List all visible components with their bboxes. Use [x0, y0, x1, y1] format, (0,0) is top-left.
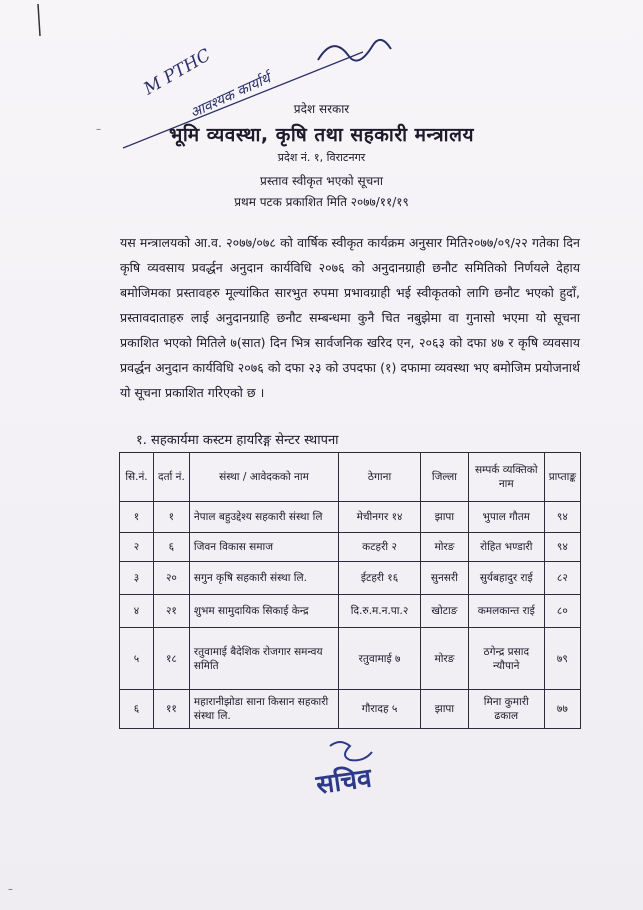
handwriting-line2: आवश्यक कार्यार्थ: [187, 70, 274, 122]
cell-address: गौरादह ५: [339, 690, 421, 729]
cell-reg-no: २०: [153, 562, 189, 595]
cell-serial: १: [120, 502, 154, 533]
cell-district: झापा: [420, 690, 468, 729]
notice-title: प्रस्ताव स्वीकृत भएको सूचना: [260, 174, 383, 188]
cell-name: जिवन विकास समाज: [189, 533, 338, 562]
cell-name: महारानीझोडा साना किसान सहकारी संस्था लि.: [189, 690, 338, 729]
cell-address: दि.रु.म.न.पा.२: [339, 595, 421, 628]
cell-name: सगुन कृषि सहकारी संस्था लि.: [189, 562, 338, 595]
first-published-date: प्रथम पटक प्रकाशित मिति २०७७/११/१९: [234, 195, 409, 209]
cell-score: ७७: [544, 690, 580, 729]
cell-address: ईटहरी १६: [339, 562, 421, 595]
cell-name: शुभम सामुदायिक सिकाई केन्द्र: [189, 595, 338, 628]
cell-name: रतुवामाई बैदेशिक रोजगार समन्वय समिति: [189, 628, 338, 690]
designation-stamp: सचिव: [314, 763, 374, 801]
cell-reg-no: ११: [153, 690, 189, 729]
table-header-row: [120, 453, 581, 502]
cell-district: खोटाङ: [420, 595, 468, 628]
ministry-address: प्रदेश नं. १, विराटनगर: [277, 151, 366, 164]
ministry-title: भूमि व्यवस्था, कृषि तथा सहकारी मन्त्रालय: [169, 124, 474, 146]
margin-mark: –: [8, 884, 13, 895]
cell-contact: रोहित भण्डारी: [468, 533, 544, 562]
cell-serial: २: [120, 533, 154, 562]
cell-contact: ठगेन्द्र प्रसाद न्यौपाने: [468, 628, 544, 690]
cell-score: ७९: [544, 628, 580, 690]
cell-contact: कमलकान्त राई: [468, 595, 544, 628]
margin-mark: –: [96, 124, 101, 135]
col-score: प्राप्ताङ्क: [544, 453, 580, 502]
cell-contact: मिना कुमारी ढकाल: [468, 690, 544, 729]
cell-district: सुनसरी: [420, 562, 468, 595]
state-government: प्रदेश सरकार: [293, 102, 350, 116]
cell-address: मेचीनगर १४: [339, 502, 421, 533]
cell-reg-no: १: [153, 502, 189, 533]
table-row: [120, 595, 581, 628]
cell-contact: सुर्यबहादुर राई: [468, 562, 544, 595]
handwriting-line1: M PTHC: [140, 45, 215, 100]
table-row: [120, 628, 581, 690]
cell-address: कटहरी २: [339, 533, 421, 562]
col-serial: सि.नं.: [120, 453, 154, 502]
cell-score: ८०: [544, 595, 580, 628]
cell-contact: भुपाल गौतम: [468, 502, 544, 533]
col-address: ठेगाना: [339, 453, 421, 502]
table-row: [120, 562, 581, 595]
table-row: [120, 533, 581, 562]
selection-table: [119, 452, 581, 729]
cell-serial: ५: [120, 628, 154, 690]
cell-serial: ६: [120, 690, 154, 729]
col-name: संस्था / आवेदकको नाम: [189, 453, 338, 502]
cell-district: मोरङ: [420, 628, 468, 690]
cell-serial: ३: [120, 562, 154, 595]
cell-score: ९४: [544, 533, 580, 562]
table-row: [120, 690, 581, 729]
col-reg-no: दर्ता नं.: [153, 453, 189, 502]
cell-reg-no: २१: [153, 595, 189, 628]
cell-reg-no: १८: [153, 628, 189, 690]
cell-name: नेपाल बहुउद्देश्य सहकारी संस्था लि: [189, 502, 338, 533]
cell-district: झापा: [420, 502, 468, 533]
cell-score: ९४: [544, 502, 580, 533]
notice-body: यस मन्त्रालयको आ.व. २०७७/०७८ को वार्षिक स्वीकृत कार्यक्रम अनुसार मिति२०७७/०९/२२ गतेका दिन कृषि व्यवसाय प्रवर्द्धन अनुदान कार्यविधि २०७६ को अनुदानग्राही छनौट समितिको निर्णयले देहाय बमोजिमका प्रस्तावहरु मूल्यांकित सारभुत रुपमा प्रभावग्राही भई स्वीकृतको लागि छनौट भएको हुदाँ, प्रस्तावदाताहरु लाई अनुदानग्राहि छनौट सम्बन्धमा कुनै चित नबुझेमा वा गुनासो भएमा यो सूचना प्रकाशित भएको मितिले ७(सात) दिन भित्र सार्वजनिक खरिद एन, २०६३ को दफा ४७ र कृषि व्यवसाय प्रवर्द्धन अनुदान कार्यविधि २०७६ को दफा २३ को उपदफा (१) दफामा व्यवस्था भए बमोजिम प्रयोजनार्थ यो सूचना प्रकाशित गरिएको छ ।: [120, 235, 580, 400]
cell-reg-no: ६: [153, 533, 189, 562]
cell-district: मोरङ: [420, 533, 468, 562]
col-contact: सम्पर्क व्यक्तिको नाम: [468, 453, 544, 502]
cell-serial: ४: [120, 595, 154, 628]
section-title: १. सहकार्यमा कस्टम हायरिङ्ग सेन्टर स्थापना: [136, 433, 339, 448]
table-row: [120, 502, 581, 533]
cell-score: ८२: [544, 562, 580, 595]
cell-address: रतुवामाई ७: [339, 628, 421, 690]
col-district: जिल्ला: [420, 453, 468, 502]
